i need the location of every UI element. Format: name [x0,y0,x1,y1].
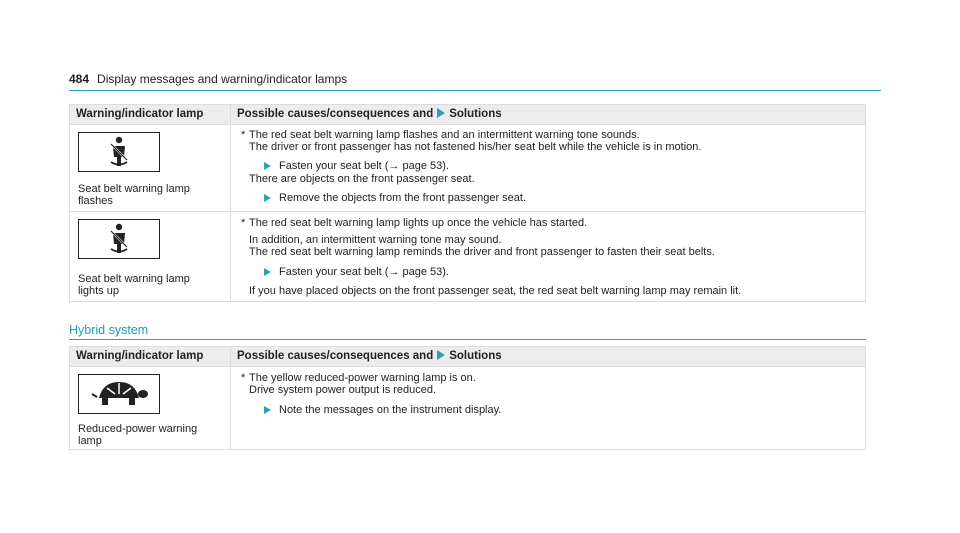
instruction-line: Fasten your seat belt (→ page 53). [279,266,449,278]
description-line: If you have placed objects on the front passenger seat, the red seat belt warning lamp may remain lit. [249,285,742,297]
instruction-line: Note the messages on the instrument display. [279,404,502,416]
header-rule [69,90,881,91]
seat-belt-icon [78,219,160,259]
page-header [69,72,881,86]
table-row [70,367,866,450]
description-cell: * The yellow reduced-power warning lamp is on. Drive system power output is reduced. Note the messages on the instrument display. [231,367,866,450]
bullet-arrow-icon [264,194,271,202]
hybrid-system-table [69,346,866,450]
bullet-arrow-icon [264,162,271,170]
page-number: 484 [69,72,90,86]
column-header-lamp: Warning/indicator lamp [70,105,231,125]
column-header-solutions-text: Solutions [449,350,502,362]
description-line: The driver or front passenger has not fastened his/her seat belt while the vehicle is in motion. [249,141,702,153]
description-line: The red seat belt warning lamp lights up once the vehicle has started. [249,217,588,229]
solutions-arrow-icon [437,350,445,360]
column-header-solutions-text: Solutions [449,108,502,120]
lamp-cell [70,367,231,450]
section-title: Hybrid system [69,323,149,337]
lamp-label: Reduced-power warning lamp [78,423,198,447]
instruction-line: Remove the objects from the front passenger seat. [279,192,527,204]
description-line: In addition, an intermittent warning tone may sound. [249,234,502,246]
description-line: The red seat belt warning lamp reminds the driver and front passenger to fasten their seat belts. [249,246,715,258]
description-cell: * The red seat belt warning lamp lights up once the vehicle has started. In addition, an intermittent warning tone may sound. The red seat belt warning lamp reminds the driver and front passenger to fasten their seat belts. Fasten your seat belt (→ page 53). If you have placed objects on the front passenger seat, the red seat belt warning lamp may remain lit. [231,212,866,302]
section-rule [69,339,866,340]
description-line: The yellow reduced-power warning lamp is on. [249,372,476,384]
description-line: The red seat belt warning lamp flashes and an intermittent warning tone sounds. [249,129,640,141]
lamp-label: Seat belt warning lamp lights up [78,273,190,297]
column-header-lamp: Warning/indicator lamp [70,347,231,367]
instruction-line: Fasten your seat belt (→ page 53). [279,160,449,172]
column-header-causes-text: Possible causes/consequences and [237,350,434,362]
description-line: Drive system power output is reduced. [249,384,437,396]
column-header-causes-text: Possible causes/consequences and [237,108,434,120]
bullet-arrow-icon [264,406,271,414]
table-row [70,125,866,212]
seat-belt-icon [78,132,160,172]
seat-belt-table [69,104,866,302]
description-cell: * The red seat belt warning lamp flashes and an intermittent warning tone sounds. The driver or front passenger has not fastened his/her seat belt while the vehicle is in motion. Fasten your seat belt (→ page 53). There are objects on the front passenger seat. Remove the objects from the front passenger seat. [231,125,866,212]
column-header-causes [231,347,866,367]
solutions-arrow-icon [437,108,445,118]
lamp-label: Seat belt warning lamp flashes [78,183,190,207]
column-header-causes [231,105,866,125]
bullet-arrow-icon [264,268,271,276]
table-row [70,212,866,302]
turtle-icon [78,374,160,414]
lamp-cell [70,212,231,302]
page-header-title: Display messages and warning/indicator lamps [97,72,348,86]
lamp-cell [70,125,231,212]
description-line: There are objects on the front passenger seat. [249,173,475,185]
